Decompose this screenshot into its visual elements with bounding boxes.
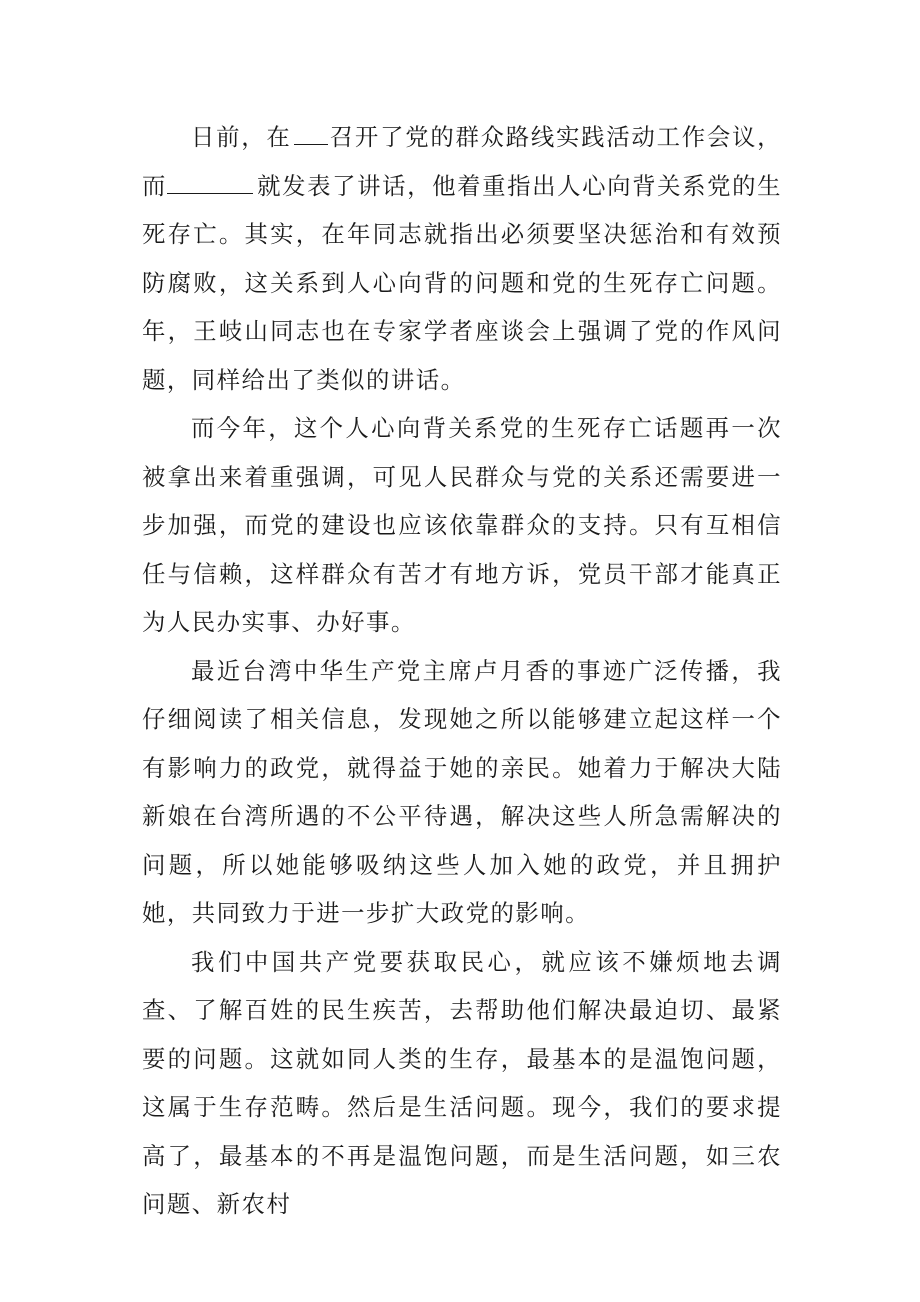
paragraph-1-part-1: 日前，在 xyxy=(191,123,292,151)
document-body xyxy=(142,113,782,1229)
fill-blank-long xyxy=(167,173,253,194)
paragraph-3: 最近台湾中华生产党主席卢月香的事迹广泛传播，我仔细阅读了相关信息，发现她之所以能够建立起这样一个有影响力的政党，就得益于她的亲民。她着力于解决大陆新娘在台湾所遇的不公平待遇，解决这些人所急需解决的问题，所以她能够吸纳这些人加入她的政党，并且拥护她，共同致力于进一步扩大政党的影响。 xyxy=(142,656,782,927)
paragraph-1-part-2: 召开了党的群众路线实践活动工作会议，而 xyxy=(142,123,782,200)
paragraph-2: 而今年，这个人心向背关系党的生死存亡话题再一次被拿出来着重强调，可见人民群众与党的关系还需要进一步加强，而党的建设也应该依靠群众的支持。只有互相信任与信赖，这样群众有苦才有地方诉，党员干部才能真正为人民办实事、办好事。 xyxy=(142,414,782,636)
fill-blank-short xyxy=(294,124,328,145)
paragraph-1 xyxy=(142,113,782,404)
paragraph-1-part-3: 就发表了讲话，他着重指出人心向背关系党的生死存亡。其实，在年同志就指出必须要坚决惩治和有效预防腐败，这关系到人心向背的问题和党的生死存亡问题。年，王岐山同志也在专家学者座谈会上强调了党的作风问题，同样给出了类似的讲话。 xyxy=(142,171,782,394)
paragraph-4: 我们中国共产党要获取民心，就应该不嫌烦地去调查、了解百姓的民生疾苦，去帮助他们解决最迫切、最紧要的问题。这就如同人类的生存，最基本的是温饱问题，这属于生存范畴。然后是生活问题。现今，我们的要求提高了，最基本的不再是温饱问题，而是生活问题，如三农问题、新农村 xyxy=(142,947,782,1218)
